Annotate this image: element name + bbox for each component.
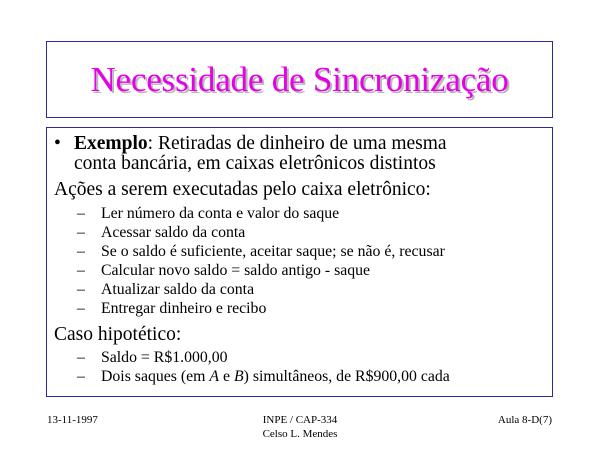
action-item: [77, 224, 245, 242]
case-item: [77, 368, 450, 386]
example-label: Exemplo: [74, 133, 148, 154]
action-item: [77, 300, 266, 318]
action-item-text: Se o saldo é suficiente, aceitar saque; se não é, recusar: [101, 243, 445, 260]
action-item: [77, 281, 254, 299]
action-item-text: Atualizar saldo da conta: [101, 281, 255, 298]
footer-author: Celso L. Mendes: [262, 428, 338, 440]
case-item: [77, 349, 228, 367]
dash-icon: –: [77, 224, 85, 241]
case-item-var-a: A: [209, 368, 220, 385]
case-item-text-after: ) simultâneos, de R$900,00 cada: [243, 368, 450, 385]
dash-icon: –: [77, 205, 85, 222]
dash-icon: –: [77, 262, 85, 279]
case-heading: Caso hipotético:: [54, 324, 182, 345]
action-item-text: Calcular novo saldo = saldo antigo - saque: [101, 262, 371, 279]
footer-center: [252, 413, 348, 441]
case-item-text: Saldo = R$1.000,00: [101, 349, 228, 366]
example-bullet-line: [54, 134, 447, 154]
footer-date: 13-11-1997: [47, 414, 98, 426]
dash-icon: –: [77, 281, 85, 298]
case-item-text-before: Dois saques (em: [101, 368, 210, 385]
dash-icon: –: [77, 300, 85, 317]
slide-title: Necessidade de Sincronização: [90, 59, 509, 99]
dash-icon: –: [77, 368, 85, 385]
action-item-text: Acessar saldo da conta: [101, 224, 246, 241]
dash-icon: –: [77, 349, 85, 366]
content-box: [46, 127, 553, 397]
footer-course: INPE / CAP-334: [262, 414, 338, 426]
case-item-text-middle: e: [219, 368, 234, 385]
action-item-text: Entregar dinheiro e recibo: [101, 300, 267, 317]
case-item-var-b: B: [233, 368, 244, 385]
action-item-text: Ler número da conta e valor do saque: [101, 205, 340, 222]
actions-heading: Ações a serem executadas pelo caixa eletrônico:: [54, 179, 431, 200]
action-item: [77, 205, 339, 223]
example-continuation: conta bancária, em caixas eletrônicos distintos: [74, 153, 436, 174]
footer-lecture: Aula 8-D(7): [497, 414, 552, 426]
action-item: [77, 262, 370, 280]
example-text: : Retiradas de dinheiro de uma mesma: [147, 133, 447, 154]
title-box: [46, 41, 553, 118]
action-item: [77, 243, 445, 261]
dash-icon: –: [77, 243, 85, 260]
bullet-icon: •: [54, 133, 61, 154]
